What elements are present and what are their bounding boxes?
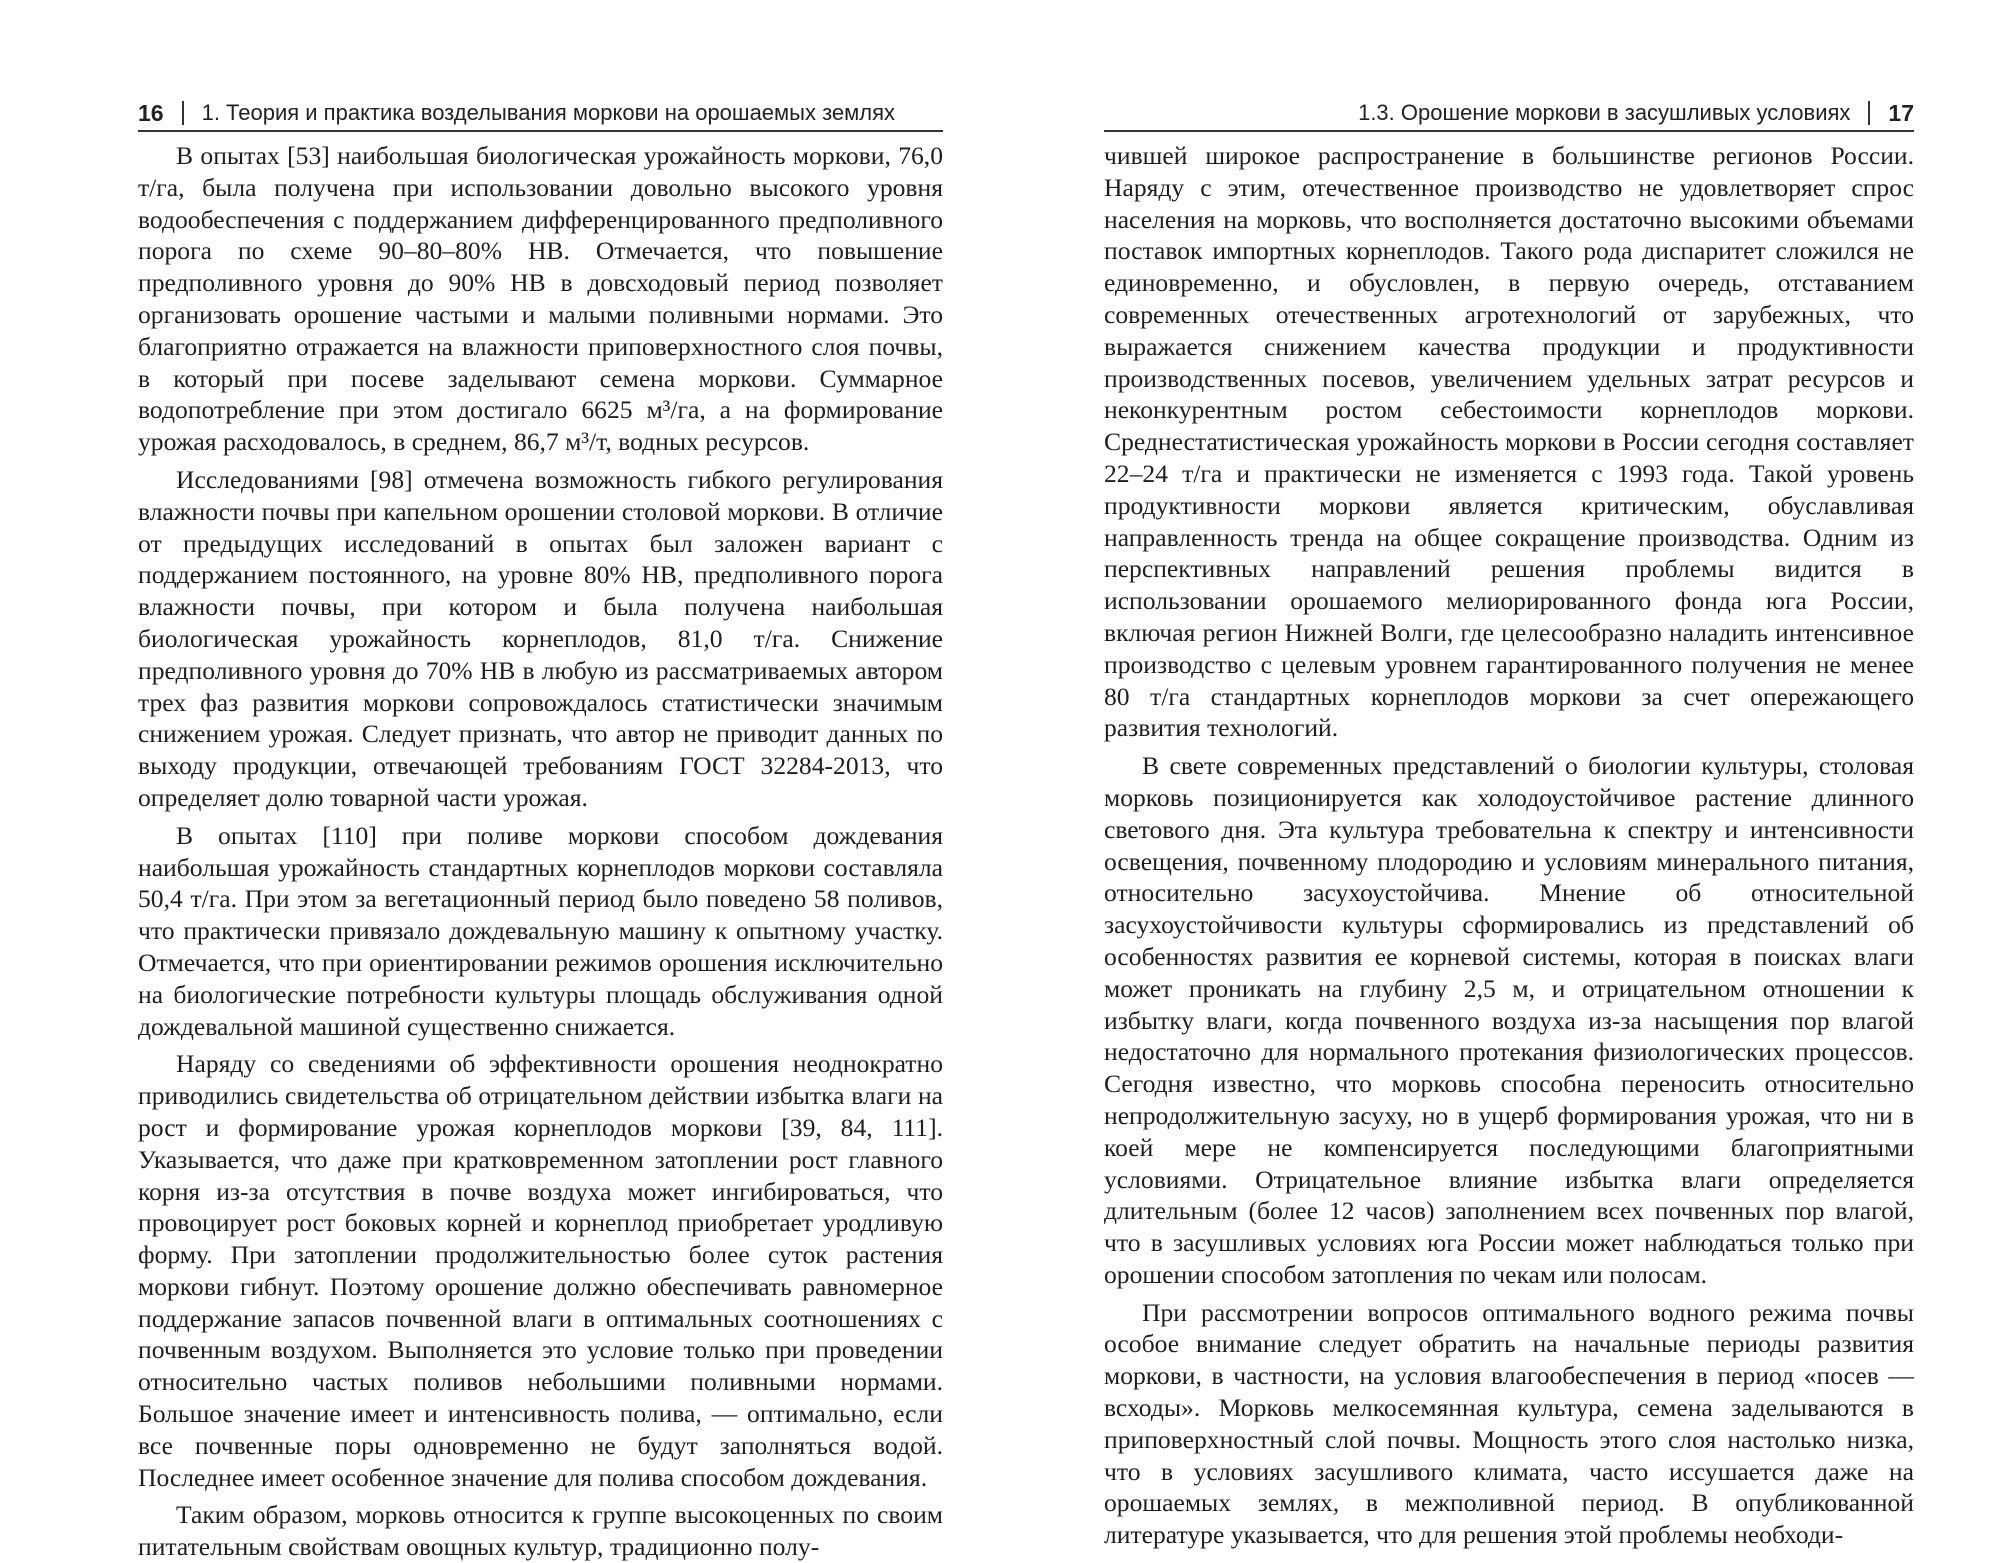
paragraph: Наряду со сведениями об эффективности орошения неоднократно приводились свидетельства об отрицательном действии избытка влаги на рост и формирование урожая корнеплодов моркови [39, 84, 111]. Указывается, что даже при кратковременном затоплении рост главного корня из-за отсутствия в почве воздуха может ингибироваться, что провоцирует рост боковых корней и корнеплод приобретает уродливую форму. При затоплении продолжительностью более суток растения моркови гибнут. Поэтому орошение должно обеспечивать равномерное поддержание запасов почвенной влаги в оптимальных соотношениях с почвенным воздухом. Выполняется это условие только при проведении относительно частых поливов небольшими поливными нормами. Большое значение имеет и интенсивность полива, — оптимально, если все почвенные поры одновременно не будут заполняться водой. Последнее имеет особенное значение для полива способом дождевания.: [138, 1049, 943, 1492]
right-header-rule: [1104, 130, 1914, 132]
paragraph: В опытах [53] наибольшая биологическая урожайность моркови, 76,0 т/га, была получена при использовании довольно высокого уровня водообеспечения с поддержанием дифференцированного предполивного порога по схеме 90–80–80% НВ. Отмечается, что повышение предполивного уровня до 90% НВ в довсходовый период позволяет организовать орошение частыми и малыми поливными нормами. Это благоприятно отражается на влажности приповерхностного слоя почвы, в который при посеве заделывают семена моркови. Суммарное водопотребление при этом достигало 6625 м³/га, а на формирование урожая расходовалось, в среднем, 86,7 м³/т, водных ресурсов.: [138, 141, 943, 457]
left-page: [0, 0, 1000, 1562]
left-page-number: 16: [138, 99, 164, 126]
right-running-title: 1.3. Орошение моркови в засушливых условиях: [1358, 100, 1851, 125]
left-body-text: [138, 140, 943, 1563]
right-page: [1000, 0, 2000, 1562]
paragraph: Таким образом, морковь относится к группе высокоценных по своим питательным свойствам овощных культур, традиционно полу-: [138, 1500, 943, 1562]
left-running-head: [138, 98, 943, 128]
right-running-head: [1104, 98, 1914, 128]
paragraph: В свете современных представлений о биологии культуры, столовая морковь позиционируется как холодоустойчивое растение длинного светового дня. Эта культура требовательна к спектру и интенсивности освещения, почвенному плодородию и условиям минерального питания, относительно засухоустойчива. Мнение об относительной засухоустойчивости культуры сформировались из представлений об особенностях развития ее корневой системы, которая в поисках влаги может проникать на глубину 2,5 м, и отрицательном отношении к избытку влаги, когда почвенного воздуха из-за насыщения пор влагой недостаточно для нормального протекания физиологических процессов. Сегодня известно, что морковь способна переносить относительно непродолжительную засуху, но в ущерб формирования урожая, что ни в коей мере не компенсируется последующими благоприятными условиями. Отрицательное влияние избытка влаги определяется длительным (более 12 часов) заполнением всех почвенных пор влагой, что в засушливых условиях юга России может наблюдаться только при орошении способом затопления по чекам или полосам.: [1104, 751, 1914, 1289]
right-page-number: 17: [1888, 99, 1914, 126]
left-header-rule: [138, 130, 943, 132]
paragraph: чившей широкое распространение в большинстве регионов России. Наряду с этим, отечественное производство не удовлетворяет спрос населения на морковь, что восполняется достаточно высокими объемами поставок импортных корнеплодов. Такого рода диспаритет сложился не единовременно, и обусловлен, в первую очередь, отставанием современных отечественных агротехнологий от зарубежных, что выражается снижением качества продукции и продуктивности производственных посевов, увеличением удельных затрат ресурсов и неконкурентным ростом себестоимости корнеплодов моркови. Среднестатистическая урожайность моркови в России сегодня составляет 22–24 т/га и практически не изменяется с 1993 года. Такой уровень продуктивности моркови является критическим, обуславливая направленность тренда на общее сокращение производства. Одним из перспективных направлений решения проблемы видится в использовании орошаемого мелиорированного фонда юга России, включая регион Нижней Волги, где целесообразно наладить интенсивное производство с целевым уровнем гарантированного получения не менее 80 т/га стандартных корнеплодов моркови за счет опережающего развития технологий.: [1104, 141, 1914, 743]
paragraph: При рассмотрении вопросов оптимального водного режима почвы особое внимание следует обратить на начальные периоды развития моркови, в частности, на условия влагообеспечения в период «посев — всходы». Морковь мелкосемянная культура, семена заделываются в приповерхностный слой почвы. Мощность этого слоя настолько низка, что в условиях засушливого климата, часто иссушается даже на орошаемых землях, в межполивной период. В опубликованной литературе указывается, что для решения этой проблемы необходи-: [1104, 1297, 1914, 1550]
paragraph: В опытах [110] при поливе моркови способом дождевания наибольшая урожайность стандартных корнеплодов моркови составляла 50,4 т/га. При этом за вегетационный период было поведено 58 поливов, что практически привязало дождевальную машину к опытному участку. Отмечается, что при ориентировании режимов орошения исключительно на биологические потребности культуры площадь обслуживания одной дождевальной машиной существенно снижается.: [138, 820, 943, 1041]
header-separator: [182, 101, 184, 125]
right-body-text: [1104, 140, 1914, 1551]
paragraph: Исследованиями [98] отмечена возможность гибкого регулирования влажности почвы при капельном орошении столовой моркови. В отличие от предыдущих исследований в опытах был заложен вариант с поддержанием постоянного, на уровне 80% НВ, предполивного порога влажности почвы, при котором и была получена наибольшая биологическая урожайность корнеплодов, 81,0 т/га. Снижение предполивного уровня до 70% НВ в любую из рассматриваемых автором трех фаз развития моркови сопровождалось статистически значимым снижением урожая. Следует признать, что автор не приводит данных по выходу продукции, отвечающей требованиям ГОСТ 32284-2013, что определяет долю товарной части урожая.: [138, 464, 943, 812]
left-running-title: 1. Теория и практика возделывания моркови на орошаемых землях: [201, 100, 896, 125]
header-separator: [1868, 101, 1870, 125]
